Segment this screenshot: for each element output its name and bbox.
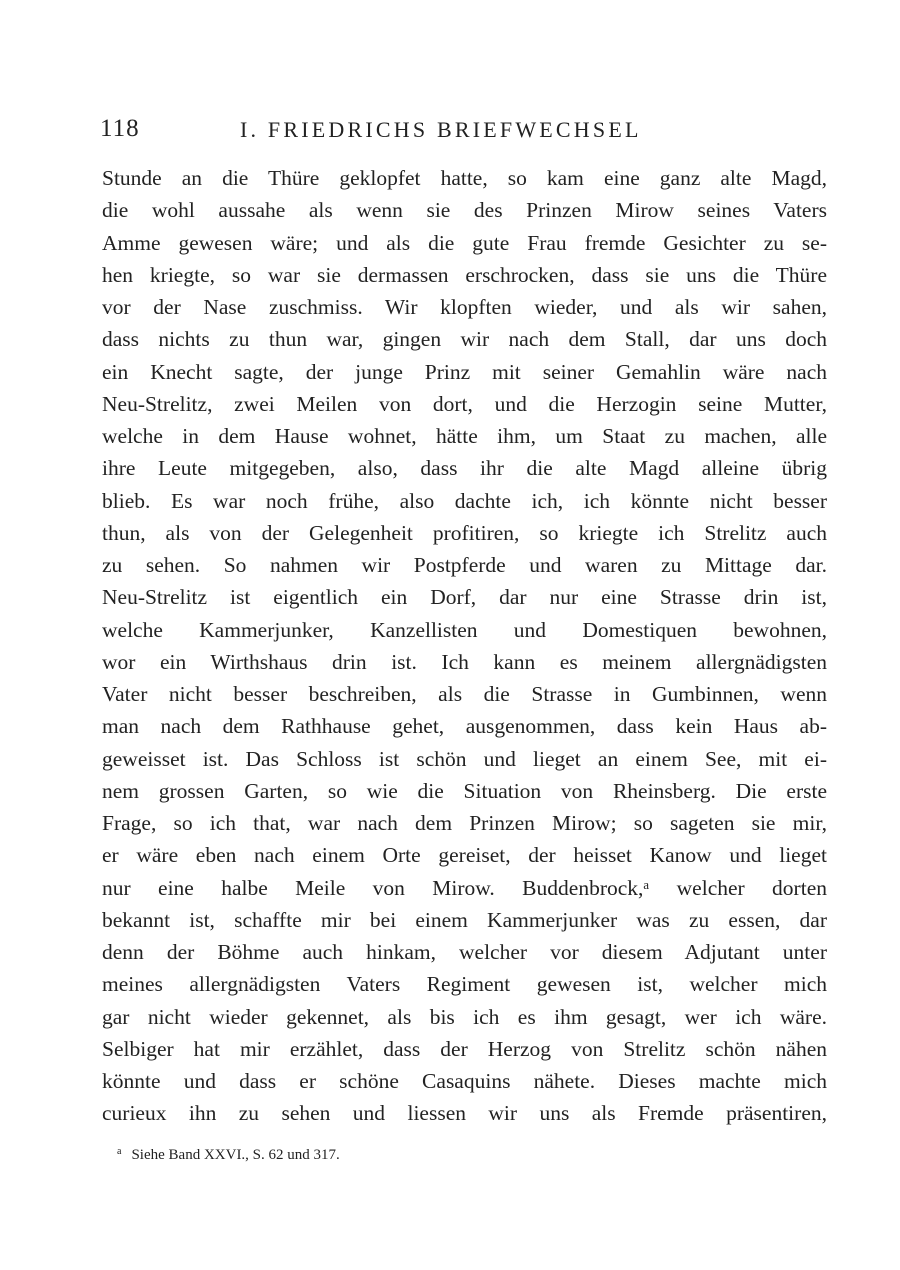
text-line: Vater nicht besser beschreiben, als die Strasse in Gumbinnen, wenn — [102, 682, 827, 706]
footnote-text: Siehe Band XXVI., S. 62 und 317. — [131, 1147, 340, 1163]
text-line: welche in dem Hause wohnet, hätte ihm, um Staat zu machen, alle — [102, 424, 827, 448]
text-line: vor der Nase zuschmiss. Wir klopften wieder, und als wir sahen, — [102, 295, 827, 319]
text-line: curieux ihn zu sehen und liessen wir uns als Fremde präsentiren, — [102, 1101, 827, 1126]
text-line: gar nicht wieder gekennet, als bis ich es ihm gesagt, wer ich wäre. — [102, 1004, 827, 1029]
text-line: meines allergnädigsten Vaters Regiment gewesen ist, welcher mich — [102, 972, 827, 997]
page-number: 118 — [100, 115, 140, 142]
text-line: nem grossen Garten, so wie die Situation von Rheinsberg. Die erste — [102, 778, 827, 803]
text-line: Neu-Strelitz ist eigentlich ein Dorf, dar nur eine Strasse drin ist, — [102, 585, 827, 610]
text-line: Stunde an die Thüre geklopfet hatte, so kam eine ganz alte Magd, — [102, 166, 827, 190]
text-line: welche Kammerjunker, Kanzellisten und Domestiquen bewohnen, — [102, 617, 827, 642]
text-line: geweisset ist. Das Schloss ist schön und lieget an einem See, mit ei- — [102, 746, 827, 771]
running-title: I. FRIEDRICHS BRIEFWECHSEL — [240, 117, 642, 142]
text-line: wor ein Wirthshaus drin ist. Ich kann es meinem allergnädigsten — [102, 649, 827, 674]
text-line: könnte und dass er schöne Casaquins nähete. Dieses machte mich — [102, 1069, 827, 1093]
text-line: dass nichts zu thun war, gingen wir nach dem Stall, dar uns doch — [102, 327, 827, 352]
text-line: er wäre eben nach einem Orte gereiset, der heisset Kanow und lieget — [102, 843, 827, 868]
text-line: thun, als von der Gelegenheit profitiren, so kriegte ich Strelitz auch — [102, 520, 827, 545]
page-header — [100, 115, 800, 151]
text-line: hen kriegte, so war sie dermassen erschrocken, dass sie uns die Thüre — [102, 262, 827, 287]
text-line: zu sehen. So nahmen wir Postpferde und waren zu Mittage dar. — [102, 553, 827, 577]
text-line: die wohl aussahe als wenn sie des Prinzen Mirow seines Vaters — [102, 198, 827, 223]
text-line: man nach dem Rathhause gehet, ausgenommen, dass kein Haus ab- — [102, 714, 827, 739]
footnote-marker: a — [117, 1146, 122, 1157]
text-line: Selbiger hat mir erzählet, dass der Herzog von Strelitz schön nähen — [102, 1036, 827, 1061]
text-line: Frage, so ich that, war nach dem Prinzen Mirow; so sageten sie mir, — [102, 811, 827, 835]
text-line: Amme gewesen wäre; und als die gute Frau fremde Gesichter zu se- — [102, 230, 827, 255]
text-line: denn der Böhme auch hinkam, welcher vor diesem Adjutant unter — [102, 940, 827, 964]
body-text — [102, 162, 827, 1130]
text-line: bekannt ist, schaffte mir bei einem Kammerjunker was zu essen, dar — [102, 907, 827, 932]
text-line: Neu-Strelitz, zwei Meilen von dort, und die Herzogin seine Mutter, — [102, 391, 827, 416]
footnote — [117, 1146, 340, 1164]
text-line: ihre Leute mitgegeben, also, dass ihr die alte Magd alleine übrig — [102, 456, 827, 481]
text-line: ein Knecht sagte, der junge Prinz mit seiner Gemahlin wäre nach — [102, 359, 827, 384]
text-line: blieb. Es war noch frühe, also dachte ich, ich könnte nicht besser — [102, 488, 827, 513]
text-line: nur eine halbe Meile von Mirow. Buddenbrock,ᵃ welcher dorten — [102, 875, 827, 900]
